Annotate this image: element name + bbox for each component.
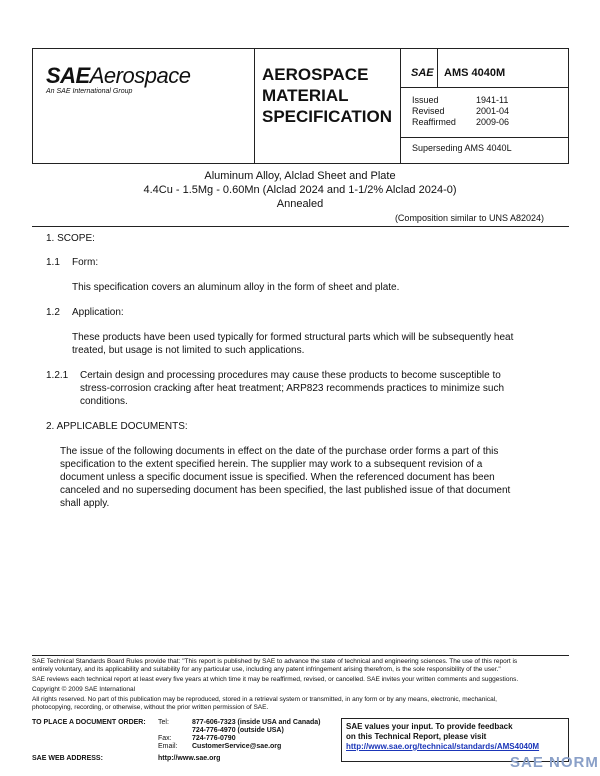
title-line: SPECIFICATION xyxy=(262,107,393,126)
text-line: The issue of the following documents in effect on the date of the purchase order forms a part of this xyxy=(60,446,499,457)
header-rule-top xyxy=(400,87,569,88)
logo-subtitle: An SAE International Group xyxy=(46,88,133,95)
tel-outside: 724-776-4970 (outside USA) xyxy=(192,727,284,734)
reaffirmed-value: 2009-06 xyxy=(476,117,510,127)
text-line: specification to the extent specified herein. The supplier may work to a subsequent revision of a xyxy=(60,459,483,470)
title-line: MATERIAL xyxy=(262,86,349,105)
tel-inside: 877-606-7323 (inside USA and Canada) xyxy=(192,719,321,726)
revised-label: Revised xyxy=(412,106,445,116)
footer-rule xyxy=(32,655,569,656)
document-type-title xyxy=(262,64,392,127)
title-rule xyxy=(32,226,569,227)
section-1-2-number: 1.2 xyxy=(46,307,60,318)
ams-number: AMS 4040M xyxy=(444,67,506,79)
section-1-1-title: Form: xyxy=(72,257,99,268)
section-1-1-text: This specification covers an aluminum alloy in the form of sheet and plate. xyxy=(72,282,400,293)
watermark-logo: SAE NORM xyxy=(510,754,599,771)
section-1-heading: 1. SCOPE: xyxy=(46,233,95,244)
footer-legal xyxy=(32,658,572,712)
title-line: AEROSPACE xyxy=(262,65,369,84)
rules-line: SAE Technical Standards Board Rules provide that: "This report is published by SAE to advance the state of technical and engineering sciences. The use of this report is xyxy=(32,658,518,665)
copyright-line: Copyright © 2009 SAE International xyxy=(32,686,136,693)
reaffirmed-label: Reaffirmed xyxy=(412,117,456,127)
order-label: TO PLACE A DOCUMENT ORDER: xyxy=(32,719,146,726)
issued-label: Issued xyxy=(412,95,439,105)
composition-note: (Composition similar to UNS A82024) xyxy=(394,213,544,223)
text-line: stress-corrosion cracking after heat treatment; ARP823 recommends practices to minimize such xyxy=(80,383,505,394)
sae-aerospace-logo xyxy=(46,63,190,89)
text-line: These products have been used typically for formed structural parts which will be subsequently heat xyxy=(72,332,514,343)
web-label: SAE WEB ADDRESS: xyxy=(32,755,103,762)
header-divider-ams xyxy=(437,48,438,87)
sae-mark: SAE xyxy=(411,67,434,79)
feedback-line: on this Technical Report, please visit xyxy=(346,732,487,741)
spec-title-line2: 4.4Cu - 1.5Mg - 0.60Mn (Alclad 2024 and 1-1/2% Alclad 2024-0) xyxy=(143,184,457,196)
spec-title-line3: Annealed xyxy=(276,198,324,210)
text-line: conditions. xyxy=(80,396,128,407)
fax-number: 724-776-0790 xyxy=(192,735,236,742)
text-line: document unless a specific document issue is specified. When the referenced document has been xyxy=(60,472,495,483)
revised-value: 2001-04 xyxy=(476,106,510,116)
header-rule-mid xyxy=(400,137,569,138)
section-1-1-number: 1.1 xyxy=(46,257,60,268)
rules-line: entirely voluntary, and its applicability and suitability for any particular use, including any patent infringement arising therefrom, is the sole responsibility of the user." xyxy=(32,666,501,673)
spec-title-line1: Aluminum Alloy, Alclad Sheet and Plate xyxy=(204,170,396,182)
logo-aerospace-text: Aerospace xyxy=(89,63,191,88)
email-link[interactable]: CustomerService@sae.org xyxy=(192,743,282,750)
section-1-2-text xyxy=(72,331,513,357)
text-line: shall apply. xyxy=(60,498,110,509)
header-divider-right xyxy=(400,48,401,164)
text-line: canceled and no superseding document has been specified, the last published issue of that document xyxy=(60,485,511,496)
section-2-text xyxy=(60,445,510,510)
logo-sae-text: SAE xyxy=(46,63,90,88)
feedback-link[interactable]: http://www.sae.org/technical/standards/AMS4040M xyxy=(346,742,540,751)
rights-line: photocopying, recording, or otherwise, without the prior written permission of SAE. xyxy=(32,704,269,711)
rights-line: All rights reserved. No part of this publication may be reproduced, stored in a retrieval system or transmitted, in any form or by any means, electronic, mechanical, xyxy=(32,696,497,703)
fax-label: Fax: xyxy=(158,735,172,742)
section-2-heading: 2. APPLICABLE DOCUMENTS: xyxy=(46,421,188,432)
text-line: Certain design and processing procedures may cause these products to become susceptible to xyxy=(80,370,501,381)
text-line: treated, but usage is not limited to such applications. xyxy=(72,345,305,356)
header-divider xyxy=(254,49,255,163)
email-label: Email: xyxy=(158,743,178,750)
tel-label: Tel: xyxy=(158,719,169,726)
review-line: SAE reviews each technical report at least every five years at which time it may be reaffirmed, revised, or cancelled. SAE invites your written comments and suggestions. xyxy=(32,676,519,683)
superseding-note: Superseding AMS 4040L xyxy=(412,143,512,153)
issued-value: 1941-11 xyxy=(476,95,509,105)
feedback-line: SAE values your input. To provide feedback xyxy=(346,722,513,731)
revision-dates xyxy=(412,95,509,128)
web-link[interactable]: http://www.sae.org xyxy=(158,755,221,762)
section-1-2-1-text xyxy=(80,369,504,408)
section-1-2-title: Application: xyxy=(72,307,124,318)
section-1-2-1-number: 1.2.1 xyxy=(46,370,69,381)
